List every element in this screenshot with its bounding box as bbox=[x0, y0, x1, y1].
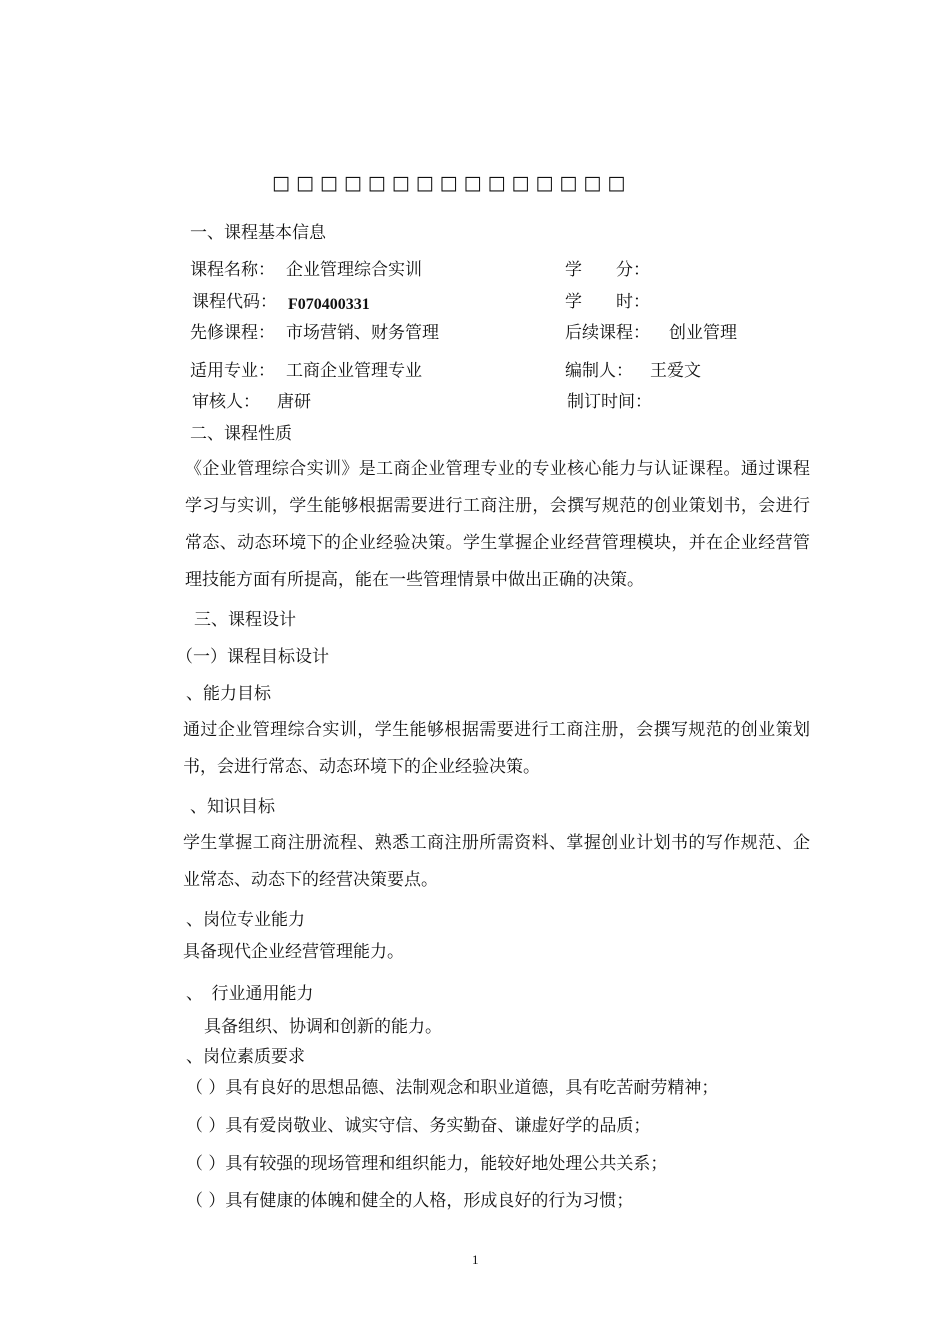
quality-heading: 、岗位素质要求 bbox=[186, 1047, 305, 1067]
course-code-label: 课程代码： bbox=[192, 292, 277, 312]
document-title: □□□□□□□□□□□□□□□ bbox=[272, 172, 632, 194]
knowledge-paragraph bbox=[145, 825, 810, 899]
major-value: 工商企业管理专业 bbox=[286, 361, 422, 381]
course-code-value: F070400331 bbox=[288, 296, 370, 313]
course-name-label: 课程名称： bbox=[190, 260, 275, 280]
ability-text: 通过企业管理综合实训，学生能够根据需要进行工商注册，会撰写规范的创业策划书，会进行常态、动态环境下的企业经验决策。 bbox=[183, 720, 810, 777]
post-ability-text: 具备现代企业经营管理能力。 bbox=[183, 942, 404, 962]
quality-item: （ ）具有健康的体魄和健全的人格，形成良好的行为习惯； bbox=[186, 1191, 634, 1211]
date-label: 制订时间： bbox=[567, 392, 652, 412]
course-goal-subheading: （一）课程目标设计 bbox=[176, 647, 329, 667]
prereq-value: 市场营销、财务管理 bbox=[286, 323, 439, 343]
course-nature-text: 《企业管理综合实训》是工商企业管理专业的专业核心能力与认证课程。通过课程学习与实训，学生能够根据需要进行工商注册，会撰写规范的创业策划书，会进行常态、动态环境下的企业经验决策。学生掌握企业经营管理模块，并在企业经营管理技能方面有所提高，能在一些管理情景中做出正确的决策。 bbox=[185, 459, 810, 590]
followup-label: 后续课程： bbox=[565, 323, 650, 343]
hours-label: 学 时： bbox=[565, 292, 650, 312]
page-number: 1 bbox=[472, 1252, 479, 1267]
reviewer-label: 审核人： bbox=[192, 392, 260, 412]
reviewer-value: 唐研 bbox=[277, 392, 311, 412]
author-label: 编制人： bbox=[565, 361, 633, 381]
credit-label: 学 分： bbox=[565, 260, 650, 280]
prereq-label: 先修课程： bbox=[190, 323, 275, 343]
quality-item: （ ）具有较强的现场管理和组织能力，能较好地处理公共关系； bbox=[186, 1154, 668, 1174]
general-ability-heading: 、 行业通用能力 bbox=[186, 984, 314, 1004]
course-name-value: 企业管理综合实训 bbox=[286, 260, 422, 280]
course-nature-paragraph bbox=[145, 451, 810, 599]
author-value: 王爱文 bbox=[650, 361, 701, 381]
quality-item: （ ）具有爱岗敬业、诚实守信、务实勤奋、谦虚好学的品质； bbox=[186, 1116, 651, 1136]
knowledge-heading: 、知识目标 bbox=[190, 797, 275, 817]
post-ability-heading: 、岗位专业能力 bbox=[186, 910, 305, 930]
knowledge-text: 学生掌握工商注册流程、熟悉工商注册所需资料、掌握创业计划书的写作规范、企业常态、动态下的经营决策要点。 bbox=[183, 833, 810, 890]
quality-item: （ ）具有良好的思想品德、法制观念和职业道德，具有吃苦耐劳精神； bbox=[186, 1078, 719, 1098]
section1-heading: 一、课程基本信息 bbox=[190, 223, 326, 243]
major-label: 适用专业： bbox=[190, 361, 275, 381]
general-ability-text: 具备组织、协调和创新的能力。 bbox=[204, 1017, 442, 1037]
followup-value: 创业管理 bbox=[669, 323, 737, 343]
ability-paragraph bbox=[145, 712, 810, 786]
section3-heading: 三、课程设计 bbox=[194, 610, 296, 630]
section2-heading: 二、课程性质 bbox=[190, 424, 292, 444]
ability-heading: 、能力目标 bbox=[186, 684, 271, 704]
